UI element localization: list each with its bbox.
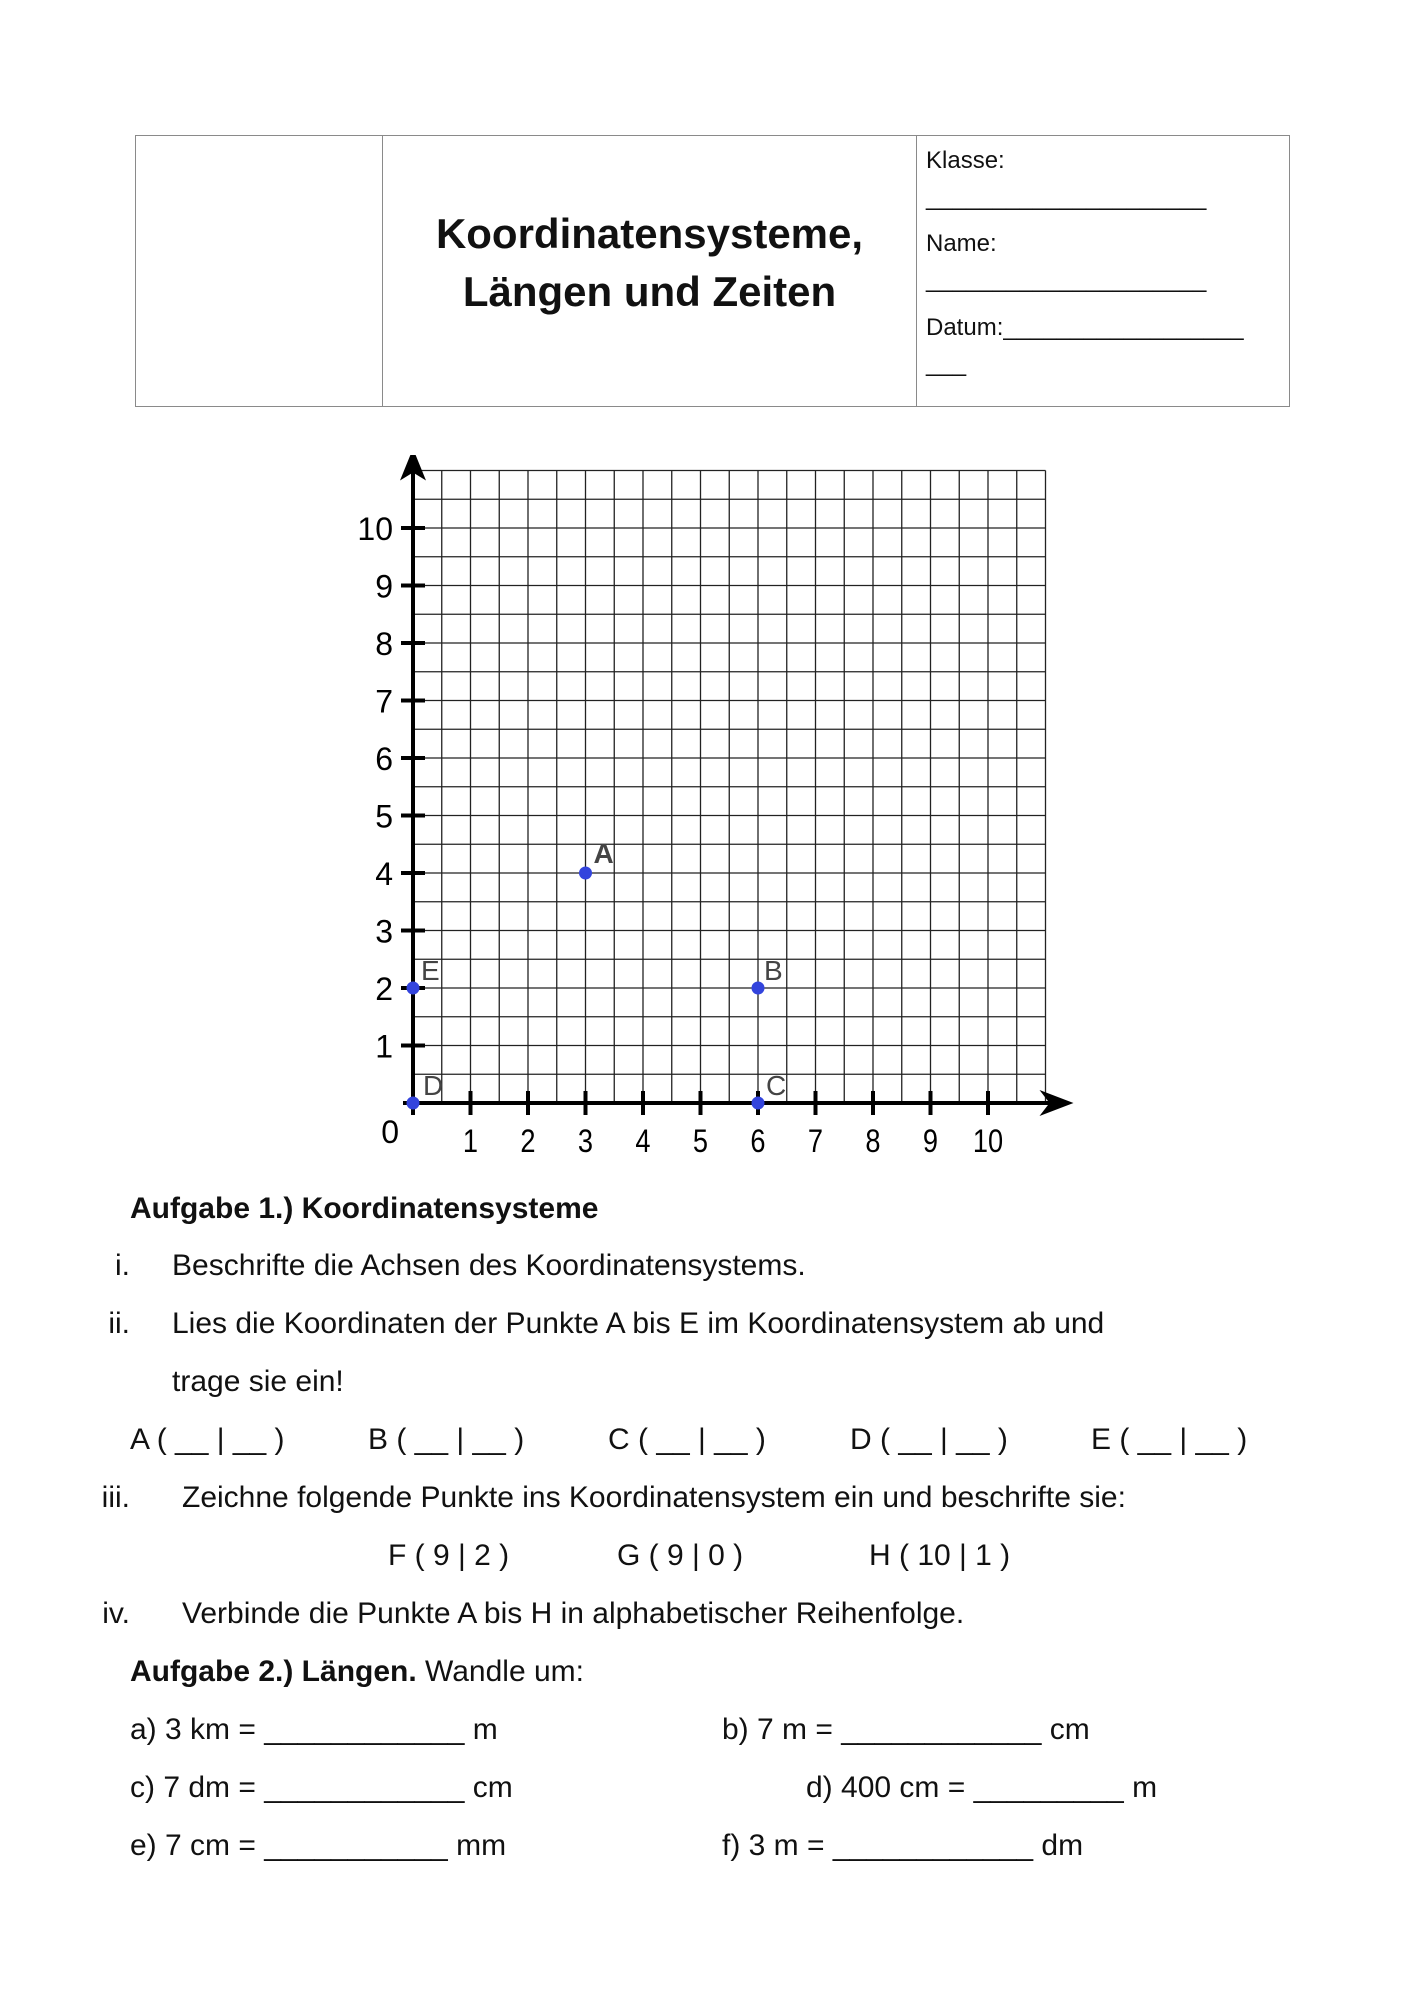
point-c — [752, 1097, 765, 1110]
name-label: Name: — [926, 230, 997, 257]
item-ii-number: ii. — [108, 1307, 130, 1340]
point-label-d: D — [423, 1070, 444, 1101]
y-tick-label: 4 — [375, 856, 393, 892]
klasse-label: Klasse: — [926, 147, 1005, 174]
x-tick-label: 1 — [462, 1123, 479, 1160]
y-tick-label: 10 — [357, 511, 393, 547]
x-tick-label: 10 — [972, 1123, 1004, 1160]
item-i-number: i. — [115, 1249, 130, 1282]
answer-b[interactable]: B ( __ | __ ) — [368, 1423, 525, 1456]
y-tick-label: 5 — [375, 798, 393, 835]
datum-field-continued: ___ — [926, 350, 967, 377]
datum-field[interactable]: Datum:__________________ — [926, 314, 1244, 341]
x-tick-label: 8 — [865, 1123, 881, 1160]
y-tick-label: 8 — [375, 626, 393, 662]
y-tick-label: 7 — [375, 683, 393, 720]
answer-a[interactable]: A ( __ | __ ) — [130, 1423, 285, 1456]
origin-label: 0 — [381, 1114, 399, 1150]
point-label-a: A — [593, 838, 614, 869]
answer-d[interactable]: D ( __ | __ ) — [850, 1423, 1008, 1456]
x-tick-label: 6 — [750, 1123, 766, 1160]
point-label-e: E — [421, 955, 440, 986]
point-label-c: C — [766, 1070, 787, 1101]
y-tick-label: 6 — [375, 741, 393, 777]
point-b — [752, 982, 765, 995]
worksheet-header — [135, 135, 1290, 407]
item-ii-text: Lies die Koordinaten der Punkte A bis E im Koordinatensystem ab und — [172, 1307, 1105, 1340]
y-tick-label: 3 — [375, 913, 393, 950]
x-tick-label: 4 — [635, 1123, 651, 1160]
point-e — [407, 982, 420, 995]
x-tick-label: 7 — [807, 1123, 824, 1160]
coordinate-system[interactable] — [340, 455, 1080, 1175]
point-label-b: B — [764, 955, 783, 986]
conversion-d[interactable]: d) 400 cm = _________ m — [806, 1771, 1158, 1804]
x-tick-label: 5 — [692, 1123, 709, 1160]
point-f: F ( 9 | 2 ) — [388, 1539, 510, 1572]
title-line-1: Koordinatensysteme, — [435, 210, 864, 257]
conversion-b[interactable]: b) 7 m = ____________ cm — [722, 1713, 1090, 1746]
item-i-text: Beschrifte die Achsen des Koordinatensystems. — [172, 1249, 806, 1282]
answer-e[interactable]: E ( __ | __ ) — [1091, 1423, 1248, 1456]
point-h: H ( 10 | 1 ) — [869, 1539, 1011, 1572]
conversion-e[interactable]: e) 7 cm = ___________ mm — [130, 1829, 507, 1862]
item-ii-text-continued: trage sie ein! — [172, 1365, 344, 1398]
point-g: G ( 9 | 0 ) — [617, 1539, 744, 1572]
klasse-field[interactable]: _____________________ — [926, 184, 1207, 211]
item-iv-text: Verbinde die Punkte A bis H in alphabetischer Reihenfolge. — [182, 1597, 965, 1630]
point-a — [579, 867, 592, 880]
point-d — [407, 1097, 420, 1110]
x-tick-label: 9 — [922, 1123, 939, 1160]
title-line-2: Längen und Zeiten — [462, 268, 837, 315]
task2-instruction: Wandle um: — [416, 1655, 584, 1688]
y-tick-label: 1 — [375, 1028, 393, 1065]
conversion-a[interactable]: a) 3 km = ____________ m — [130, 1713, 498, 1746]
conversion-f[interactable]: f) 3 m = ____________ dm — [722, 1829, 1084, 1862]
item-iii-text: Zeichne folgende Punkte ins Koordinatensystem ein und beschrifte sie: — [182, 1481, 1126, 1514]
answer-c[interactable]: C ( __ | __ ) — [608, 1423, 766, 1456]
logo-cell — [136, 136, 383, 406]
worksheet-title — [383, 136, 917, 406]
student-info — [917, 136, 1289, 406]
name-field[interactable]: _____________________ — [926, 266, 1207, 293]
y-tick-label: 2 — [375, 971, 393, 1007]
x-tick-label: 2 — [520, 1123, 536, 1160]
conversion-c[interactable]: c) 7 dm = ____________ cm — [130, 1771, 513, 1804]
task2-heading — [130, 1654, 584, 1690]
task1-heading: Aufgabe 1.) Koordinatensysteme — [130, 1192, 599, 1225]
y-tick-label: 9 — [375, 568, 393, 605]
item-iii-number: iii. — [101, 1481, 130, 1514]
x-tick-label: 3 — [577, 1123, 594, 1160]
task2-heading-bold: Aufgabe 2.) Längen. — [130, 1655, 417, 1688]
item-iv-number: iv. — [102, 1597, 130, 1630]
